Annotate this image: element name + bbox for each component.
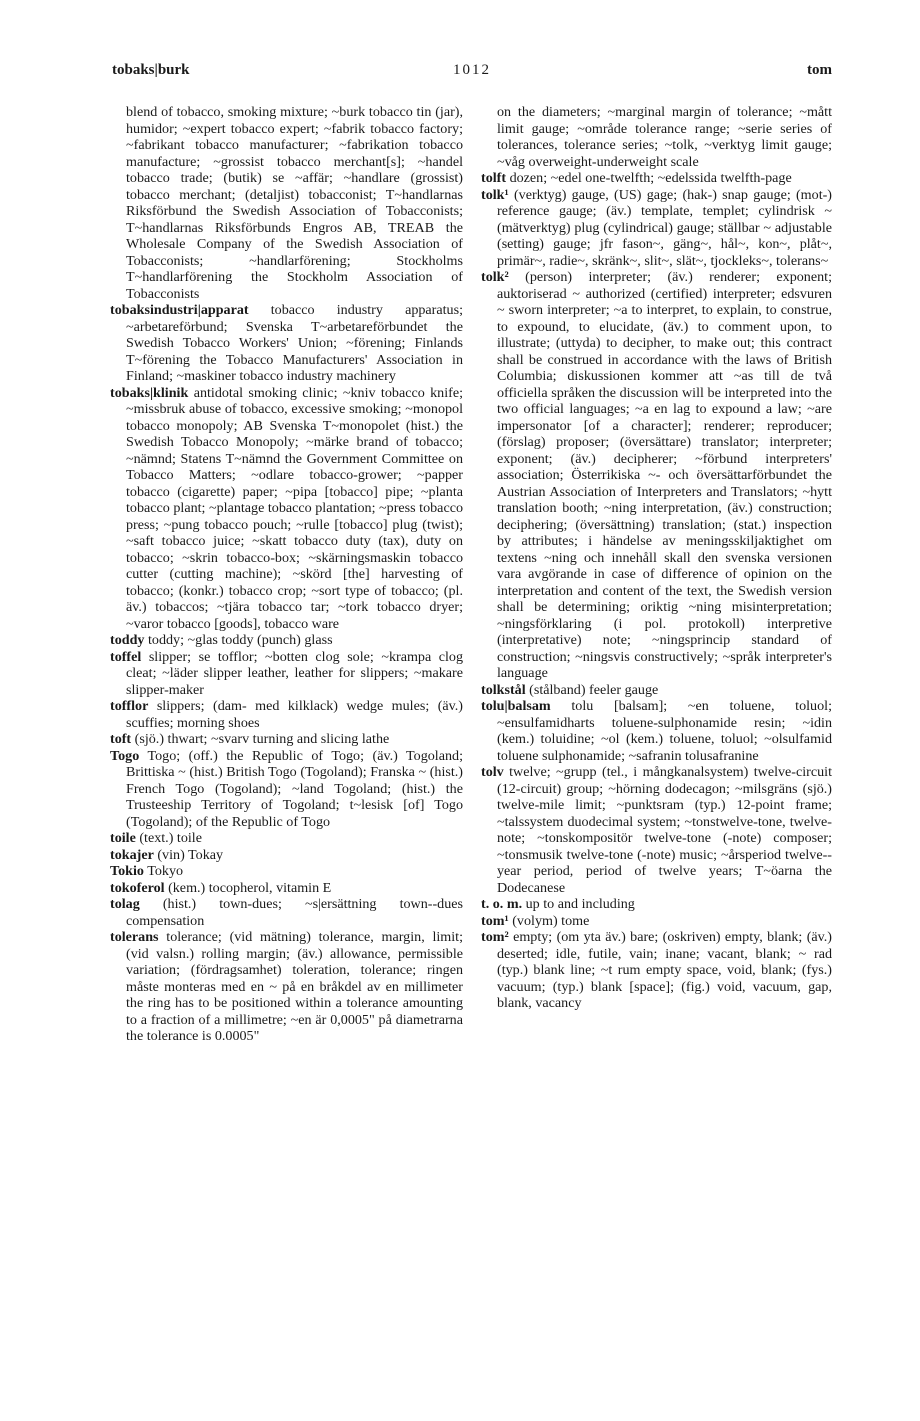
entry-text: twelve; ~grupp (tel., i mångkanalsystem) twelve-circuit (12-circuit) group; ~hörning dodecagon; ~milsgräns (sjö.) twelve-mile limit; ~punktsram (typ.) 12-point frame; ~talssystem duodecimal system; ~tonstwelve-tone, twelve-note; ~tonskompositör twelve-tone (-note) composer; ~tonsmusik twelve-tone (-note) music; ~årsperiod twelve--year period, period of twelve years; T~öarna the Dodecanese — [497, 764, 832, 896]
entry-text: (volym) tome — [508, 912, 590, 929]
entry-text: (text.) toile — [135, 830, 202, 846]
entry-text: (vin) Tokay — [153, 846, 224, 863]
dictionary-entry — [110, 830, 463, 847]
dictionary-entry — [481, 269, 832, 682]
entry-headword: tolerans — [110, 929, 159, 945]
dictionary-entry — [110, 748, 463, 831]
entry-text: blend of tobacco, smoking mixture; ~burk tobacco tin (jar), humidor; ~expert tobacco expert; ~fabrik tobacco factory; ~fabrikant tobacco manufacturer; ~fabrikation tobacco manufacture; ~grossist tobacco merchant[s]; ~handel tobacco trade; (butik) se ~affär; ~handlare (grossist) tobacco merchant; (detaljist) tobacconist; T~handlarnas Riksförbund the Swedish Association of Tobacconists; T~handlarnas Riksförbunds Engros AB, TREAB the Wholesale Company of the Swedish Association of Tobacconists; ~handlarförening; Stockholms T~handlarförening the Stockholm Association of Tobacconists — [126, 104, 463, 302]
entry-headword: tofflor — [110, 698, 149, 714]
entry-headword: toft — [110, 731, 132, 747]
left-running-headword: tobaks|burk — [112, 62, 190, 78]
dictionary-entry — [110, 104, 463, 302]
dictionary-entry — [110, 632, 463, 649]
dictionary-entry — [110, 302, 463, 385]
entry-text: (person) interpreter; (äv.) renderer; exponent; auktoriserad ~ authorized (certified) interpreter; edsvuren ~ sworn interpreter; ~a to interpret, to explain, to construe, to expound, to elucidate, (äv.) to comment upon, to illustrate; (uttyda) to decipher, to make out; this contract shall be construed in accordance with the laws of British Columbia; diskussionen kommer att ~as till de två officiella språken the discussion will be interpreted into the two official languages; ~a en lag to expound a law; ~are impersonator [of a character]; renderer; reproducer; (förslag) proposer; (översättare) translator; interpreter; exponent; (äv.) decipherer; ~förbund interpreters' association; Österrikiska ~- och översättarförbundet the Austrian Association of Interpreters and Translators; ~hytt translation booth; ~ning interpretation, (äv.) construction; deciphering; (översättning) translation; (stat.) inspection by attributes; i händelse av meningsskiljaktighet om textens ~ning och innehåll skall den svenska versionen vara avgörande in case of difference of opinion on the interpretation and content of the text, the Swedish version shall be determining; oriktig ~ning misinterpretation; ~ningsförklaring (i pol. protokoll) interpretive (interpretative) note; ~ningsprincip standard of construction; ~ningsvis constructively; ~språk interpreter's language — [497, 269, 832, 681]
entry-headword: tom¹ — [481, 912, 509, 929]
entry-text: up to and including — [522, 896, 635, 912]
right-column — [481, 104, 832, 1012]
entry-text: (kem.) tocopherol, vitamin E — [164, 879, 332, 896]
entry-headword: toffel — [110, 648, 142, 665]
dictionary-entry — [481, 913, 832, 930]
dictionary-entry — [110, 385, 463, 633]
entry-text: tobacco industry apparatus; ~arbetareförbund; Svenska T~arbetareförbundet the Swedish Tobacco Workers' Union; ~förening; Finlands T~förening the Tobacco Manufacturers' Association in Finland; ~maskiner tobacco industry machinery — [126, 302, 463, 384]
dictionary-entry — [481, 170, 832, 187]
dictionary-entry — [481, 104, 832, 170]
dictionary-entry — [481, 698, 832, 764]
page-header — [112, 62, 832, 84]
entry-text: (verktyg) gauge, (US) gage; (hak-) snap gauge; (mot-) reference gauge; (äv.) template, templet; cylindrisk ~ (mätverktyg) plug (cylindrical) gauge; ställbar ~ adjustable (setting) gauge; jfr fason~, gäng~, hål~, kon~, plåt~, primär~, radie~, skränk~, slit~, slät~, tjockleks~, tolerans~ — [497, 186, 832, 269]
entry-text: toddy; ~glas toddy (punch) glass — [144, 632, 333, 648]
dictionary-entry — [481, 764, 832, 896]
entry-text: tolu [balsam]; ~en toluene, toluol; ~ensulfamidharts toluene-sulphonamide resin; ~idin (kem.) toluidine; ~ol (kem.) toluene, toluol; ~olsulfamid toluene sulphonamide; ~safranin tolusafranine — [497, 698, 832, 764]
left-column — [110, 104, 463, 1045]
entry-headword: tobaks|klinik — [110, 384, 189, 401]
dictionary-entry — [110, 847, 463, 864]
entry-text: Togo; (off.) the Republic of Togo; (äv.) Togoland; Brittiska ~ (hist.) British Togo (Togoland); Franska ~ (hist.) French Togo (Togoland); ~land Togoland; (hist.) the Trusteeship Territory of Togoland; t~lesisk [of] Togo (Togoland); of the Republic of Togo — [126, 747, 463, 830]
dictionary-entry — [110, 929, 463, 1045]
entry-text: (stålband) feeler gauge — [525, 681, 659, 698]
entry-text: (sjö.) thwart; ~svarv turning and slicing lathe — [131, 731, 390, 747]
entry-headword: tolk¹ — [481, 186, 509, 203]
entry-headword: toile — [110, 830, 136, 846]
dictionary-entry — [110, 731, 463, 748]
dictionary-entry — [481, 187, 832, 270]
dictionary-entry — [481, 929, 832, 1012]
entry-headword: tolkstål — [481, 681, 526, 698]
entry-text: (hist.) town-dues; ~s|ersättning town--dues compensation — [126, 896, 463, 929]
entry-headword: tolu|balsam — [481, 698, 551, 714]
entry-text: empty; (om yta äv.) bare; (oskriven) empty, blank; (äv.) deserted; idle, futile, vain; inane; vacant, blank; ~ rad (typ.) blank line; ~t rum empty space, void, blank; (fys.) vacuum; (typ.) blank [space]; (fig.) void, vacuum, gap, blank, vacancy — [497, 929, 832, 1011]
entry-headword: tolft — [481, 170, 507, 186]
entry-text: Tokyo — [143, 863, 184, 879]
entry-text: tolerance; (vid mätning) tolerance, margin, limit; (vid valsn.) rolling margin; (äv.) allowance, permissible variation; (fördragsamhet) toleration, tolerance; ringen måste monteras med en ~ på en bråkdel av en millimeter the ring has to be positioned within a tolerance amounting to a fraction of a millimetre; ~en är 0,0005" på diametrarna the tolerance is 0.0005" — [126, 929, 463, 1044]
entry-headword: Togo — [110, 747, 140, 764]
dictionary-entry — [110, 896, 463, 929]
entry-text: on the diameters; ~marginal margin of tolerance; ~mått limit gauge; ~område tolerance range; ~serie series of tolerances, tolerance series; ~tolk, ~verktyg limit gauge; ~våg overweight-underweight scale — [497, 104, 832, 170]
entry-headword: toddy — [110, 632, 145, 648]
entry-headword: tolk² — [481, 269, 509, 285]
entry-headword: t. o. m. — [481, 896, 523, 912]
entry-text: dozen; ~edel one-twelfth; ~edelssida twelfth-page — [506, 170, 792, 186]
right-running-headword: tom — [807, 62, 832, 78]
entry-text: slippers; (dam- med kilklack) wedge mules; (äv.) scuffies; morning shoes — [126, 698, 463, 731]
dictionary-entry — [481, 896, 832, 913]
entry-headword: tokajer — [110, 846, 154, 863]
entry-headword: tolv — [481, 764, 504, 780]
dictionary-entry — [481, 682, 832, 699]
entry-headword: Tokio — [110, 863, 144, 879]
page-number: 1012 — [453, 62, 491, 78]
dictionary-entry — [110, 863, 463, 880]
entry-headword: tobaksindustri|apparat — [110, 302, 249, 318]
dictionary-entry — [110, 649, 463, 699]
entry-text: slipper; se tofflor; ~botten clog sole; ~krampa clog cleat; ~läder slipper leather, leather for slippers; ~makare slipper-maker — [126, 648, 463, 698]
entry-headword: tom² — [481, 929, 509, 945]
entry-text: antidotal smoking clinic; ~kniv tobacco knife; ~missbruk abuse of tobacco, excessive smoking; ~monopol tobacco monopoly; AB Svenska T~monopolet (hist.) the Swedish Tobacco Monopoly; ~märke brand of tobacco; ~nämnd; Statens T~nämnd the Government Committee on Tobacco Matters; ~odlare tobacco-grower; ~papper tobacco (cigarette) paper; ~pipa [tobacco] pipe; ~planta tobacco plant; ~plantage tobacco plantation; ~press tobacco press; ~pung tobacco pouch; ~rulle [tobacco] plug (twist); ~saft tobacco juice; ~skatt tobacco duty (tax), duty on tobacco; ~skrin tobacco-box; ~skärningsmaskin tobacco cutter (cutting machine); ~skörd [the] harvesting of tobacco; (konkr.) tobacco crop; ~sort type of tobacco; (pl. äv.) tobaccos; ~tjära tobacco tar; ~tork tobacco dryer; ~varor tobacco [goods], tobacco ware — [126, 384, 463, 632]
entry-headword: tolag — [110, 896, 140, 912]
dictionary-entry — [110, 698, 463, 731]
entry-headword: tokoferol — [110, 879, 165, 896]
dictionary-entry — [110, 880, 463, 897]
